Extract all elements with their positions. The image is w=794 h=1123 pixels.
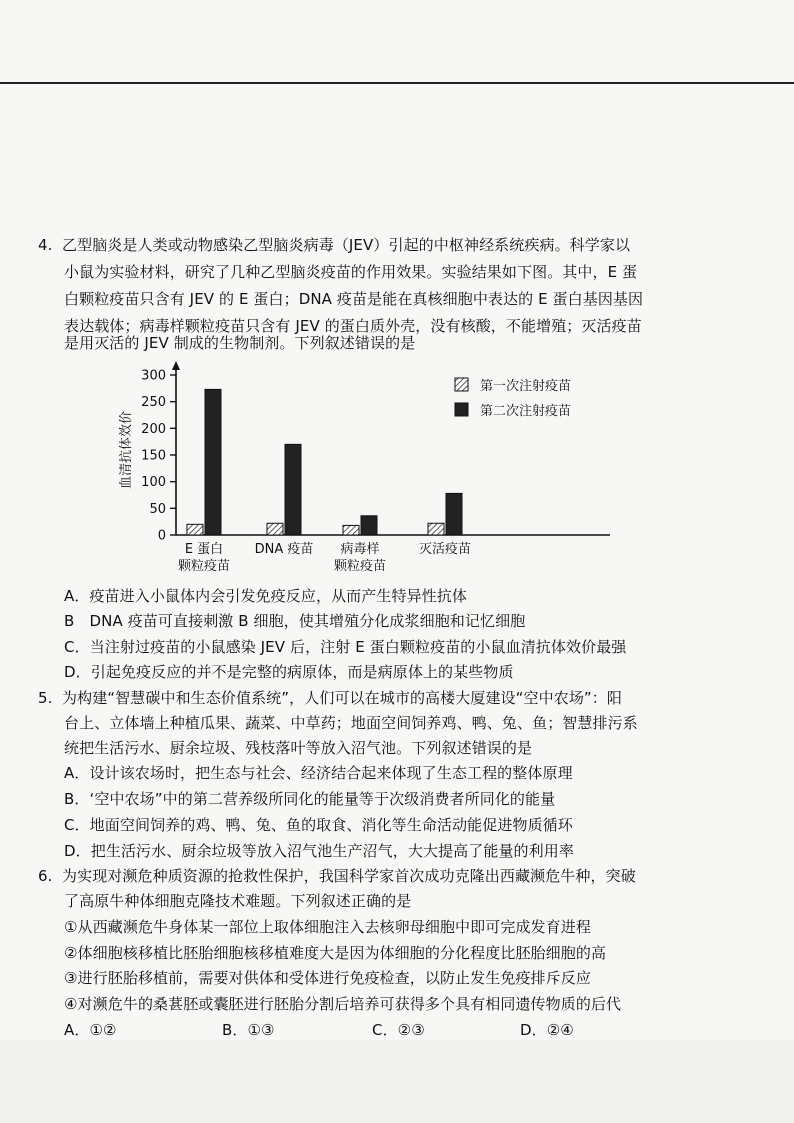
option-5c: C．地面空间饲养的鸡、鸭、兔、鱼的取食、消化等生命活动能促进物质循环: [64, 816, 573, 834]
question-number: 5.: [38, 689, 53, 707]
option-4b: B DNA 疫苗可直接刺激 B 细胞，使其增殖分化成浆细胞和记忆细胞: [64, 612, 526, 630]
y-axis-label: 血清抗体效价: [119, 410, 134, 490]
option-5a: A．设计该农场时，把生态与社会、经济结合起来体现了生态工程的整体原理: [64, 764, 573, 782]
choice-6a: A．①②: [64, 1021, 117, 1039]
statement-1: ①从西藏濒危牛身体某一部位上取体细胞注入去核卵母细胞中即可完成发育进程: [64, 918, 591, 936]
legend: [455, 378, 571, 419]
choice-6c: C．②③: [372, 1021, 425, 1039]
y-tick-label: 100: [141, 475, 166, 491]
x-axis-categories: [178, 541, 471, 574]
question-5-line-3: 统把生活污水、厨余垃圾、残枝落叶等放入沼气池。下列叙述错误的是: [64, 739, 533, 757]
y-tick-label: 50: [149, 501, 166, 517]
question-number: 4.: [38, 236, 53, 254]
bar-first-injection-2: [343, 525, 359, 535]
x-category-label: E 蛋白: [184, 542, 224, 557]
statement-2: ②体细胞核移植比胚胎细胞核移植难度大是因为体细胞的分化程度比胚胎细胞的高: [64, 944, 607, 962]
bar-first-injection-1: [267, 523, 283, 535]
y-tick-label: 150: [141, 448, 166, 464]
bar-second-injection-3: [446, 493, 462, 535]
bar-second-injection-2: [361, 516, 377, 535]
y-tick-label: 0: [157, 528, 166, 544]
question-5-line-1: 5. 为构建“智慧碳中和生态价值系统”，人们可以在城市的高楼大厦建设“空中农场”：阳: [38, 689, 622, 707]
antibody-titer-bar-chart: [110, 358, 630, 583]
x-category-label: 颗粒疫苗: [333, 559, 387, 574]
question-5-line-2: 台上、立体墙上种植瓜果、蔬菜、中草药；地面空间饲养鸡、鸭、兔、鱼；智慧排污系: [64, 714, 638, 732]
x-category-label: 病毒样: [340, 542, 380, 557]
y-tick-label: 200: [141, 421, 166, 437]
y-axis-ticks: [141, 369, 176, 544]
question-number: 6.: [38, 867, 53, 885]
y-axis-arrow: [172, 361, 180, 370]
choice-6d: D．②④: [520, 1021, 574, 1039]
question-4-line-3: 白颗粒疫苗只含有 JEV 的 E 蛋白；DNA 疫苗是能在真核细胞中表达的 E 蛋白基因基因: [64, 290, 644, 308]
bar-first-injection-3: [428, 523, 444, 535]
x-category-label: 灭活疫苗: [418, 542, 472, 557]
legend-swatch-first-injection: [455, 378, 468, 391]
bar-second-injection-1: [285, 444, 301, 535]
option-5b: B．‘空中农场”中的第二营养级所同化的能量等于次级消费者所同化的能量: [64, 790, 556, 808]
legend-swatch-second-injection: [455, 403, 468, 416]
legend-label-first-injection: 第一次注射疫苗: [480, 379, 572, 394]
question-4-line-2: 小鼠为实验材料，研究了几种乙型脑炎疫苗的作用效果。实验结果如下图。其中，E 蛋: [64, 263, 638, 281]
page-footer-area: [0, 1040, 794, 1123]
statement-3: ③进行胚胎移植前，需要对供体和受体进行免疫检查，以防止发生免疫排斥反应: [64, 969, 591, 987]
y-tick-label: 250: [141, 395, 166, 411]
question-4-line-1: 4. 乙型脑炎是人类或动物感染乙型脑炎病毒（JEV）引起的中枢神经系统疾病。科学家以: [38, 236, 631, 254]
question-6-line-1: 6. 为实现对濒危种质资源的抢救性保护，我国科学家首次成功克隆出西藏濒危牛种，突破: [38, 867, 636, 885]
choice-6b: B．①③: [222, 1021, 275, 1039]
option-4a: A．疫苗进入小鼠体内会引发免疫反应，从而产生特异性抗体: [64, 587, 467, 605]
x-category-label: DNA 疫苗: [254, 542, 314, 557]
bar-first-injection-0: [187, 524, 203, 535]
legend-label-second-injection: 第二次注射疫苗: [480, 404, 572, 419]
option-5d: D．把生活污水、厨余垃圾等放入沼气池生产沼气，大大提高了能量的利用率: [64, 842, 574, 860]
question-4-line-5: 是用灭活的 JEV 制成的生物制剂。下列叙述错误的是: [64, 334, 416, 352]
x-category-label: 颗粒疫苗: [177, 559, 231, 574]
statement-4: ④对濒危牛的桑葚胚或囊胚进行胚胎分割后培养可获得多个具有相同遗传物质的后代: [64, 995, 622, 1013]
bar-second-injection-0: [205, 389, 221, 535]
y-tick-label: 300: [141, 368, 166, 384]
bars: [187, 389, 462, 535]
question-6-line-2: 了高原牛种体细胞克隆技术难题。下列叙述正确的是: [64, 892, 412, 910]
question-4-line-4: 表达载体；病毒样颗粒疫苗只含有 JEV 的蛋白质外壳，没有核酸，不能增殖；灭活疫苗: [64, 317, 642, 335]
header-rule: [0, 82, 794, 84]
option-4d: D．引起免疫反应的并不是完整的病原体，而是病原体上的某些物质: [64, 663, 514, 681]
option-4c: C．当注射过疫苗的小鼠感染 JEV 后，注射 E 蛋白颗粒疫苗的小鼠血清抗体效价最强: [64, 638, 627, 656]
